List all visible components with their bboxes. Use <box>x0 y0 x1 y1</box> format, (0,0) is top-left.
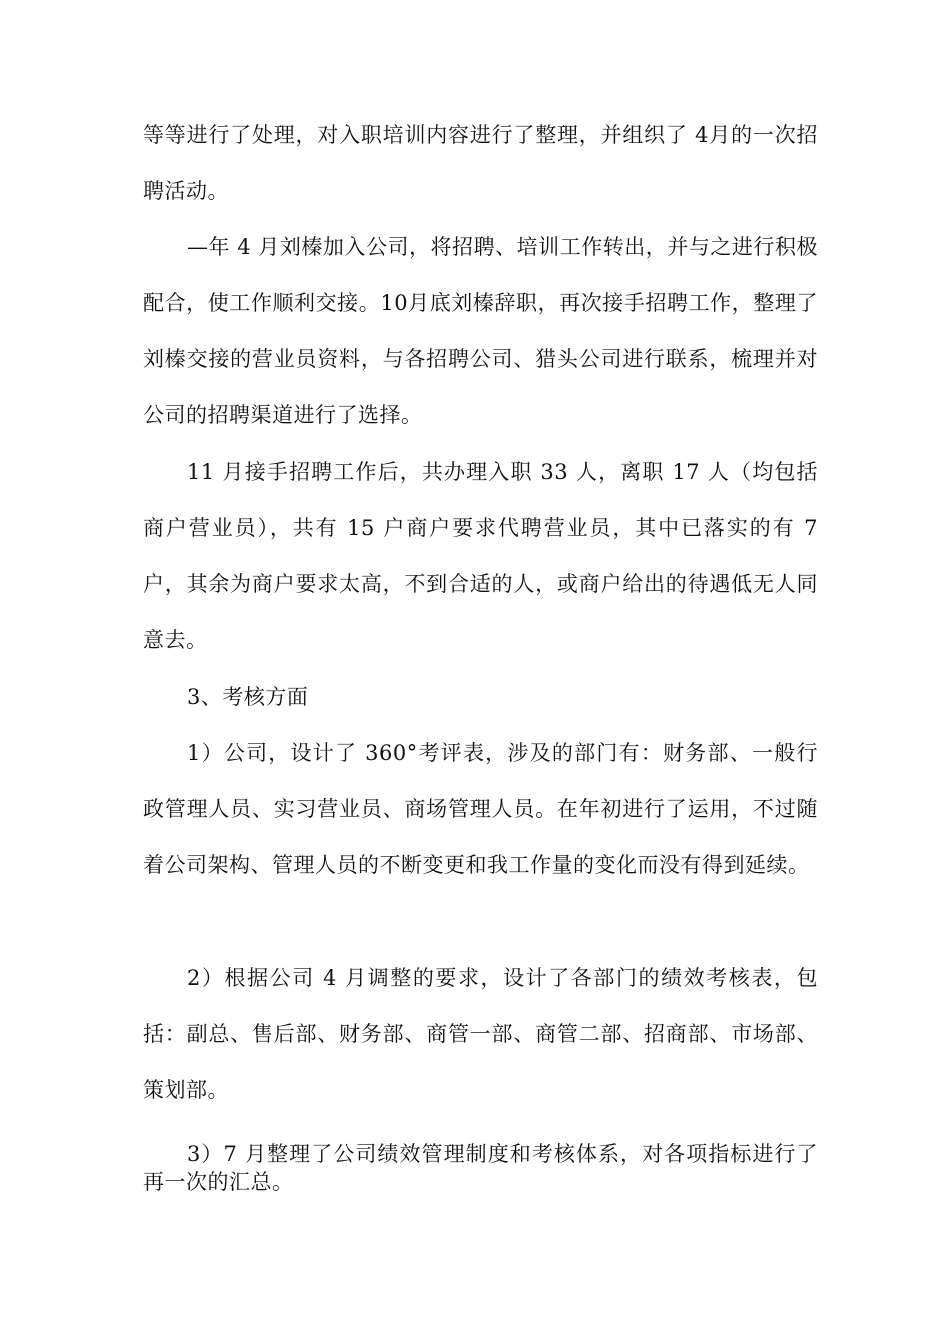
paragraph-1: 等等进行了处理，对入职培训内容进行了整理，并组织了 4月的一次招聘活动。 <box>143 123 818 203</box>
paragraph-4: 1）公司，设计了 360°考评表，涉及的部门有：财务部、一般行政管理人员、实习营业员、商场管理人员。在年初进行了运用，不过随着公司架构、管理人员的不断变更和我工作量的变化而没有得到延续。 <box>143 741 818 877</box>
paragraph-5: 2）根据公司 4 月调整的要求，设计了各部门的绩效考核表，包括：副总、售后部、财务部、商管一部、商管二部、招商部、市场部、策划部。 <box>143 966 818 1102</box>
section-heading-assessment: 3、考核方面 <box>187 685 309 709</box>
paragraph-6: 3）7 月整理了公司绩效管理制度和考核体系，对各项指标进行了再一次的汇总。 <box>143 1142 818 1194</box>
paragraph-2: —年 4 月刘榛加入公司，将招聘、培训工作转出，并与之进行积极配合，使工作顺利交接。10月底刘榛辞职，再次接手招聘工作，整理了刘榛交接的营业员资料，与各招聘公司、猎头公司进行联系，梳理并对公司的招聘渠道进行了选择。 <box>143 235 818 427</box>
paragraph-3: 11 月接手招聘工作后，共办理入职 33 人，离职 17 人（均包括商户营业员），共有 15 户商户要求代聘营业员，其中已落实的有 7户，其余为商户要求太高，不到合适的人，或商户给出的待遇低无人同意去。 <box>143 460 818 652</box>
